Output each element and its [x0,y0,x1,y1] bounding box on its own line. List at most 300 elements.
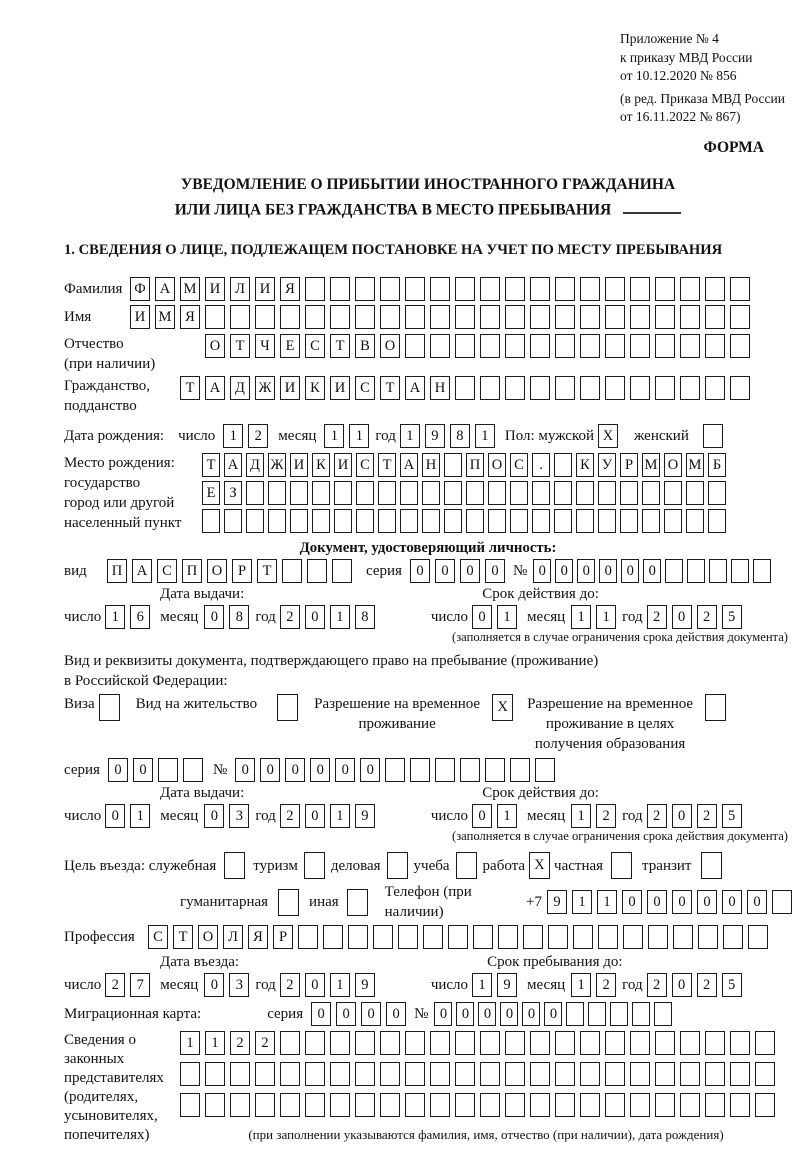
char-cell[interactable] [580,334,600,358]
char-cell[interactable] [347,889,368,916]
char-cell[interactable] [423,925,443,949]
citizenship-cells[interactable] [180,376,750,400]
char-cell[interactable]: Р [232,559,252,583]
char-cell[interactable] [280,1093,300,1117]
char-cell[interactable] [330,277,350,301]
char-cell[interactable] [731,559,749,583]
char-cell[interactable]: И [280,376,300,400]
char-cell[interactable] [705,694,726,721]
char-cell[interactable]: Н [430,376,450,400]
char-cell[interactable] [510,509,528,533]
char-cell[interactable] [554,509,572,533]
char-cell[interactable]: Ф [130,277,150,301]
profession-cells[interactable] [148,925,768,949]
char-cell[interactable] [430,305,450,329]
char-cell[interactable]: Д [246,453,264,477]
char-cell[interactable]: 0 [235,758,255,782]
char-cell[interactable]: 1 [400,424,420,448]
char-cell[interactable]: 1 [572,890,592,914]
char-cell[interactable]: 0 [204,605,224,629]
representatives-line2-cells[interactable] [180,1062,775,1086]
char-cell[interactable] [488,509,506,533]
char-cell[interactable] [530,277,550,301]
stay-year-cells[interactable] [647,973,742,997]
char-cell[interactable]: К [576,453,594,477]
char-cell[interactable] [398,925,418,949]
char-cell[interactable] [460,758,480,782]
char-cell[interactable]: 1 [105,605,125,629]
permit-issue-month-cells[interactable] [204,804,249,828]
char-cell[interactable] [348,925,368,949]
char-cell[interactable] [205,1093,225,1117]
char-cell[interactable] [473,925,493,949]
char-cell[interactable] [224,852,245,879]
char-cell[interactable] [701,852,722,879]
char-cell[interactable] [505,305,525,329]
char-cell[interactable]: Е [202,481,220,505]
char-cell[interactable]: 0 [672,605,692,629]
char-cell[interactable] [304,852,325,879]
char-cell[interactable] [455,334,475,358]
char-cell[interactable] [280,305,300,329]
char-cell[interactable]: Т [378,453,396,477]
char-cell[interactable] [330,305,350,329]
char-cell[interactable] [555,1093,575,1117]
char-cell[interactable]: Л [230,277,250,301]
char-cell[interactable]: Ж [268,453,286,477]
char-cell[interactable] [455,1062,475,1086]
char-cell[interactable]: 0 [108,758,128,782]
char-cell[interactable]: 0 [133,758,153,782]
char-cell[interactable] [573,925,593,949]
char-cell[interactable] [605,376,625,400]
char-cell[interactable]: А [132,559,152,583]
char-cell[interactable]: М [180,277,200,301]
char-cell[interactable]: О [205,334,225,358]
char-cell[interactable]: Р [620,453,638,477]
char-cell[interactable] [410,758,430,782]
stay-month-cells[interactable] [571,973,616,997]
char-cell[interactable]: 2 [697,804,717,828]
char-cell[interactable]: 1 [497,605,517,629]
char-cell[interactable] [610,1002,628,1026]
char-cell[interactable]: 0 [599,559,617,583]
char-cell[interactable]: 2 [105,973,125,997]
char-cell[interactable]: С [305,334,325,358]
char-cell[interactable]: 9 [425,424,445,448]
visa-checkbox[interactable] [99,694,120,721]
char-cell[interactable]: 2 [647,804,667,828]
char-cell[interactable] [380,305,400,329]
char-cell[interactable] [255,1062,275,1086]
char-cell[interactable] [99,694,120,721]
char-cell[interactable]: М [642,453,660,477]
patronymic-cells[interactable] [205,334,750,358]
char-cell[interactable] [664,481,682,505]
char-cell[interactable]: X [598,424,618,448]
char-cell[interactable] [268,481,286,505]
char-cell[interactable] [680,1031,700,1055]
char-cell[interactable] [400,481,418,505]
char-cell[interactable] [356,509,374,533]
char-cell[interactable]: Т [202,453,220,477]
char-cell[interactable] [355,277,375,301]
char-cell[interactable] [466,509,484,533]
char-cell[interactable]: М [155,305,175,329]
char-cell[interactable] [330,1031,350,1055]
char-cell[interactable]: 1 [180,1031,200,1055]
char-cell[interactable]: 0 [335,758,355,782]
char-cell[interactable]: 0 [643,559,661,583]
char-cell[interactable] [555,1031,575,1055]
char-cell[interactable]: 0 [672,973,692,997]
purpose-study-checkbox[interactable] [456,852,477,879]
char-cell[interactable]: 1 [330,804,350,828]
char-cell[interactable]: Д [230,376,250,400]
char-cell[interactable]: 1 [130,804,150,828]
char-cell[interactable]: 2 [230,1031,250,1055]
char-cell[interactable]: 0 [456,1002,474,1026]
char-cell[interactable] [277,694,298,721]
char-cell[interactable]: 0 [577,559,595,583]
char-cell[interactable] [422,509,440,533]
char-cell[interactable]: 0 [285,758,305,782]
char-cell[interactable] [230,305,250,329]
id-issue-month-cells[interactable] [204,605,249,629]
char-cell[interactable]: О [207,559,227,583]
char-cell[interactable] [444,453,462,477]
char-cell[interactable] [455,1093,475,1117]
char-cell[interactable] [158,758,178,782]
char-cell[interactable] [323,925,343,949]
id-valid-month-cells[interactable] [571,605,616,629]
char-cell[interactable] [580,1093,600,1117]
char-cell[interactable] [430,1031,450,1055]
char-cell[interactable]: А [224,453,242,477]
id-kind-cells[interactable] [107,559,352,583]
char-cell[interactable]: 6 [130,605,150,629]
char-cell[interactable] [307,559,327,583]
char-cell[interactable] [312,509,330,533]
char-cell[interactable]: И [290,453,308,477]
char-cell[interactable] [642,509,660,533]
char-cell[interactable]: Т [330,334,350,358]
id-issue-day-cells[interactable] [105,605,150,629]
temp-residence-edu-checkbox[interactable] [705,694,726,721]
char-cell[interactable] [444,509,462,533]
char-cell[interactable]: 0 [336,1002,356,1026]
char-cell[interactable] [480,1093,500,1117]
char-cell[interactable] [530,1062,550,1086]
char-cell[interactable] [705,1031,725,1055]
char-cell[interactable]: Т [380,376,400,400]
char-cell[interactable] [332,559,352,583]
char-cell[interactable]: А [205,376,225,400]
char-cell[interactable] [580,305,600,329]
char-cell[interactable] [576,509,594,533]
birth-place-line3-cells[interactable] [202,509,726,533]
permit-valid-month-cells[interactable] [571,804,616,828]
char-cell[interactable] [530,376,550,400]
char-cell[interactable]: П [182,559,202,583]
purpose-official-checkbox[interactable] [224,852,245,879]
char-cell[interactable] [355,305,375,329]
char-cell[interactable]: 1 [571,605,591,629]
char-cell[interactable]: 0 [555,559,573,583]
char-cell[interactable] [730,1093,750,1117]
char-cell[interactable] [298,925,318,949]
char-cell[interactable] [435,758,455,782]
char-cell[interactable] [532,481,550,505]
char-cell[interactable]: 0 [360,758,380,782]
purpose-private-checkbox[interactable] [611,852,632,879]
char-cell[interactable] [772,890,792,914]
char-cell[interactable] [665,559,683,583]
char-cell[interactable]: 1 [497,804,517,828]
char-cell[interactable] [405,1031,425,1055]
char-cell[interactable] [555,305,575,329]
sex-female-checkbox[interactable] [703,424,723,448]
char-cell[interactable] [708,509,726,533]
char-cell[interactable] [385,758,405,782]
char-cell[interactable]: 2 [647,605,667,629]
entry-year-cells[interactable] [280,973,375,997]
birth-place-line2-cells[interactable] [202,481,726,505]
char-cell[interactable] [548,925,568,949]
char-cell[interactable] [630,277,650,301]
char-cell[interactable] [686,509,704,533]
char-cell[interactable]: 9 [355,973,375,997]
char-cell[interactable] [705,376,725,400]
id-series-cells[interactable] [410,559,505,583]
char-cell[interactable] [605,305,625,329]
char-cell[interactable]: 0 [485,559,505,583]
char-cell[interactable]: 0 [697,890,717,914]
char-cell[interactable] [378,509,396,533]
char-cell[interactable]: 0 [622,890,642,914]
permit-valid-day-cells[interactable] [472,804,517,828]
char-cell[interactable] [680,1062,700,1086]
representatives-line1-cells[interactable] [180,1031,775,1055]
char-cell[interactable] [480,277,500,301]
char-cell[interactable] [485,758,505,782]
char-cell[interactable] [705,305,725,329]
char-cell[interactable]: 0 [647,890,667,914]
char-cell[interactable]: И [130,305,150,329]
char-cell[interactable] [655,305,675,329]
char-cell[interactable] [205,305,225,329]
char-cell[interactable] [580,376,600,400]
char-cell[interactable] [673,925,693,949]
char-cell[interactable] [334,481,352,505]
char-cell[interactable]: 1 [205,1031,225,1055]
char-cell[interactable] [312,481,330,505]
char-cell[interactable]: 0 [672,890,692,914]
char-cell[interactable] [330,1093,350,1117]
char-cell[interactable] [455,277,475,301]
char-cell[interactable]: 0 [386,1002,406,1026]
purpose-other-checkbox[interactable] [347,889,368,916]
char-cell[interactable]: X [492,694,513,721]
name-cells[interactable] [130,305,750,329]
char-cell[interactable]: 0 [410,559,430,583]
char-cell[interactable] [535,758,555,782]
char-cell[interactable] [455,376,475,400]
char-cell[interactable]: В [355,334,375,358]
char-cell[interactable] [430,1062,450,1086]
char-cell[interactable] [620,509,638,533]
char-cell[interactable] [623,925,643,949]
char-cell[interactable]: 1 [324,424,344,448]
char-cell[interactable] [723,925,743,949]
char-cell[interactable] [566,1002,584,1026]
purpose-humanitarian-checkbox[interactable] [278,889,299,916]
char-cell[interactable] [505,334,525,358]
char-cell[interactable]: К [312,453,330,477]
char-cell[interactable] [730,376,750,400]
char-cell[interactable]: З [224,481,242,505]
char-cell[interactable]: М [686,453,704,477]
char-cell[interactable]: П [466,453,484,477]
char-cell[interactable] [654,1002,672,1026]
char-cell[interactable] [380,1062,400,1086]
char-cell[interactable] [687,559,705,583]
char-cell[interactable] [480,305,500,329]
mig-series-cells[interactable] [311,1002,406,1026]
char-cell[interactable]: X [529,852,550,879]
char-cell[interactable] [530,334,550,358]
char-cell[interactable] [405,305,425,329]
char-cell[interactable] [380,277,400,301]
char-cell[interactable] [246,481,264,505]
entry-month-cells[interactable] [204,973,249,997]
char-cell[interactable] [430,334,450,358]
char-cell[interactable] [664,509,682,533]
char-cell[interactable] [255,305,275,329]
char-cell[interactable] [380,1031,400,1055]
char-cell[interactable] [405,1062,425,1086]
representatives-line3-cells[interactable] [180,1093,775,1117]
char-cell[interactable] [730,334,750,358]
char-cell[interactable]: 0 [105,804,125,828]
char-cell[interactable]: А [155,277,175,301]
char-cell[interactable] [755,1062,775,1086]
char-cell[interactable]: 0 [460,559,480,583]
char-cell[interactable] [280,1062,300,1086]
char-cell[interactable]: 8 [355,605,375,629]
char-cell[interactable]: У [598,453,616,477]
char-cell[interactable] [655,334,675,358]
char-cell[interactable] [630,1093,650,1117]
char-cell[interactable] [405,334,425,358]
char-cell[interactable]: 1 [571,804,591,828]
char-cell[interactable] [523,925,543,949]
char-cell[interactable] [510,481,528,505]
char-cell[interactable]: О [488,453,506,477]
char-cell[interactable]: И [330,376,350,400]
char-cell[interactable] [505,1062,525,1086]
char-cell[interactable]: Ж [255,376,275,400]
permit-valid-year-cells[interactable] [647,804,742,828]
char-cell[interactable] [630,376,650,400]
char-cell[interactable] [680,305,700,329]
char-cell[interactable]: 0 [472,804,492,828]
char-cell[interactable] [290,509,308,533]
char-cell[interactable] [705,277,725,301]
char-cell[interactable] [268,509,286,533]
char-cell[interactable]: 0 [722,890,742,914]
char-cell[interactable] [305,277,325,301]
char-cell[interactable] [598,925,618,949]
char-cell[interactable] [488,481,506,505]
char-cell[interactable]: 5 [722,804,742,828]
char-cell[interactable]: И [205,277,225,301]
char-cell[interactable] [480,1062,500,1086]
char-cell[interactable]: О [664,453,682,477]
birth-place-line1-cells[interactable] [202,453,726,477]
char-cell[interactable] [466,481,484,505]
char-cell[interactable] [334,509,352,533]
char-cell[interactable]: 2 [596,804,616,828]
char-cell[interactable] [655,1093,675,1117]
char-cell[interactable]: 0 [672,804,692,828]
char-cell[interactable] [686,481,704,505]
char-cell[interactable]: С [356,453,374,477]
char-cell[interactable]: Б [708,453,726,477]
char-cell[interactable]: 0 [434,1002,452,1026]
char-cell[interactable] [580,1031,600,1055]
char-cell[interactable] [680,334,700,358]
char-cell[interactable]: 1 [223,424,243,448]
purpose-tourism-checkbox[interactable] [304,852,325,879]
char-cell[interactable] [448,925,468,949]
char-cell[interactable] [680,1093,700,1117]
char-cell[interactable]: 1 [472,973,492,997]
purpose-business-checkbox[interactable] [387,852,408,879]
char-cell[interactable] [680,277,700,301]
char-cell[interactable] [730,277,750,301]
char-cell[interactable] [708,481,726,505]
char-cell[interactable] [730,1062,750,1086]
char-cell[interactable] [598,481,616,505]
char-cell[interactable] [705,1093,725,1117]
char-cell[interactable] [430,1093,450,1117]
char-cell[interactable]: 0 [305,973,325,997]
char-cell[interactable]: 9 [547,890,567,914]
char-cell[interactable]: 0 [544,1002,562,1026]
char-cell[interactable]: 2 [248,424,268,448]
char-cell[interactable] [698,925,718,949]
char-cell[interactable] [305,1031,325,1055]
char-cell[interactable] [554,481,572,505]
char-cell[interactable] [330,1062,350,1086]
char-cell[interactable]: 2 [647,973,667,997]
char-cell[interactable]: 3 [229,804,249,828]
char-cell[interactable] [380,1093,400,1117]
char-cell[interactable] [183,758,203,782]
char-cell[interactable] [703,424,723,448]
id-number-cells[interactable] [533,559,771,583]
char-cell[interactable] [580,277,600,301]
char-cell[interactable]: 1 [330,605,350,629]
char-cell[interactable] [598,509,616,533]
char-cell[interactable]: И [255,277,275,301]
stay-day-cells[interactable] [472,973,517,997]
char-cell[interactable]: 2 [596,973,616,997]
char-cell[interactable]: Н [422,453,440,477]
char-cell[interactable] [755,1093,775,1117]
char-cell[interactable] [588,1002,606,1026]
